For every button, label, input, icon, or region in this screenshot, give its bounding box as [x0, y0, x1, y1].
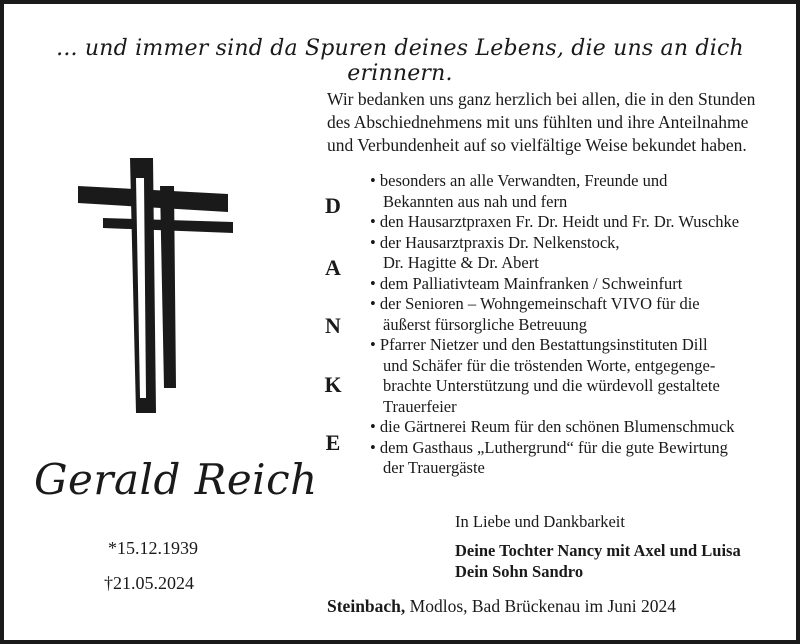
thanks-text: äußerst fürsorgliche Betreuung — [383, 314, 588, 334]
family-line: Dein Sohn Sandro — [455, 562, 584, 581]
thanks-item — [370, 212, 780, 233]
thanks-text: besonders an alle Verwandten, Freunde und — [379, 171, 668, 190]
thanks-text: der Hausarztpraxis Dr. Nelkenstock, — [379, 232, 620, 252]
thanks-text: Trauerfeier — [383, 396, 457, 416]
thanks-item — [370, 171, 780, 192]
motto: ... und immer sind da Spuren deines Lebens, die uns an dich erinnern. — [56, 36, 744, 86]
birth-date: *15.12.1939 — [108, 538, 198, 558]
thanks-item-continuation — [370, 356, 780, 377]
thanks-text: und Schäfer für die tröstenden Worte, entgegenge- — [383, 355, 716, 375]
bullet-icon: • — [370, 437, 380, 457]
thanks-item-continuation — [370, 376, 780, 397]
thanks-item — [370, 335, 780, 356]
death-date: †21.05.2024 — [104, 573, 194, 593]
family-signature — [455, 540, 741, 582]
deceased-name: Gerald Reich — [34, 455, 318, 504]
thanks-list — [370, 171, 780, 479]
danke-letter: E — [325, 430, 341, 455]
thanks-item-continuation — [370, 192, 780, 213]
thanks-item — [370, 274, 780, 295]
thanks-text: der Senioren – Wohngemeinschaft VIVO für die — [379, 294, 700, 313]
intro-line: des Abschiednehmens mit uns fühlten und ihre Anteilnahme — [327, 112, 749, 132]
intro-line: und Verbundenheit auf so vielfältige Weise bekundet haben. — [327, 135, 747, 155]
thanks-text: dem Palliativteam Mainfranken / Schweinfurt — [379, 273, 683, 293]
cross-icon — [78, 158, 233, 413]
thanks-text: die Gärtnerei Reum für den schönen Blumenschmuck — [379, 417, 735, 436]
thanks-item — [370, 233, 780, 254]
bullet-icon: • — [370, 294, 380, 313]
bullet-icon: • — [370, 232, 380, 252]
thanks-item — [370, 438, 780, 459]
thanks-item-continuation — [370, 315, 780, 336]
thanks-text: den Hausarztpraxen Fr. Dr. Heidt und Fr. Dr. Wuschke — [379, 212, 740, 231]
thanks-intro — [327, 88, 777, 157]
closing-line: In Liebe und Dankbarkeit — [455, 512, 625, 531]
thanks-item-continuation — [370, 397, 780, 418]
bullet-icon: • — [370, 273, 380, 293]
thanks-item — [370, 294, 780, 315]
danke-letter: N — [325, 313, 341, 338]
bullet-icon: • — [370, 417, 380, 436]
family-line: Deine Tochter Nancy mit Axel und Luisa — [455, 541, 741, 560]
place-bold: Steinbach, — [327, 596, 406, 616]
bullet-icon: • — [370, 335, 380, 354]
danke-letter: K — [324, 372, 342, 397]
danke-letter: D — [325, 193, 341, 218]
thanks-item-continuation — [370, 253, 780, 274]
thanks-text: Pfarrer Nietzer und den Bestattungsinstituten Dill — [379, 335, 708, 354]
thanks-text: der Trauergäste — [383, 458, 485, 477]
thanks-item-continuation — [370, 458, 780, 479]
thanks-text: dem Gasthaus „Luthergrund“ für die gute Bewirtung — [379, 437, 728, 457]
place-date — [327, 596, 676, 617]
intro-line: Wir bedanken uns ganz herzlich bei allen, die in den Stunden — [327, 89, 756, 109]
bullet-icon: • — [370, 171, 380, 190]
thanks-text: Bekannten aus nah und fern — [383, 191, 568, 211]
danke-letter: A — [325, 255, 341, 280]
thanks-item — [370, 417, 780, 438]
place-rest: Modlos, Bad Brückenau im Juni 2024 — [405, 596, 677, 616]
thanks-text: brachte Unterstützung und die würdevoll gestaltete — [383, 376, 720, 395]
thanks-text: Dr. Hagitte & Dr. Abert — [383, 253, 539, 272]
bullet-icon: • — [370, 212, 380, 231]
